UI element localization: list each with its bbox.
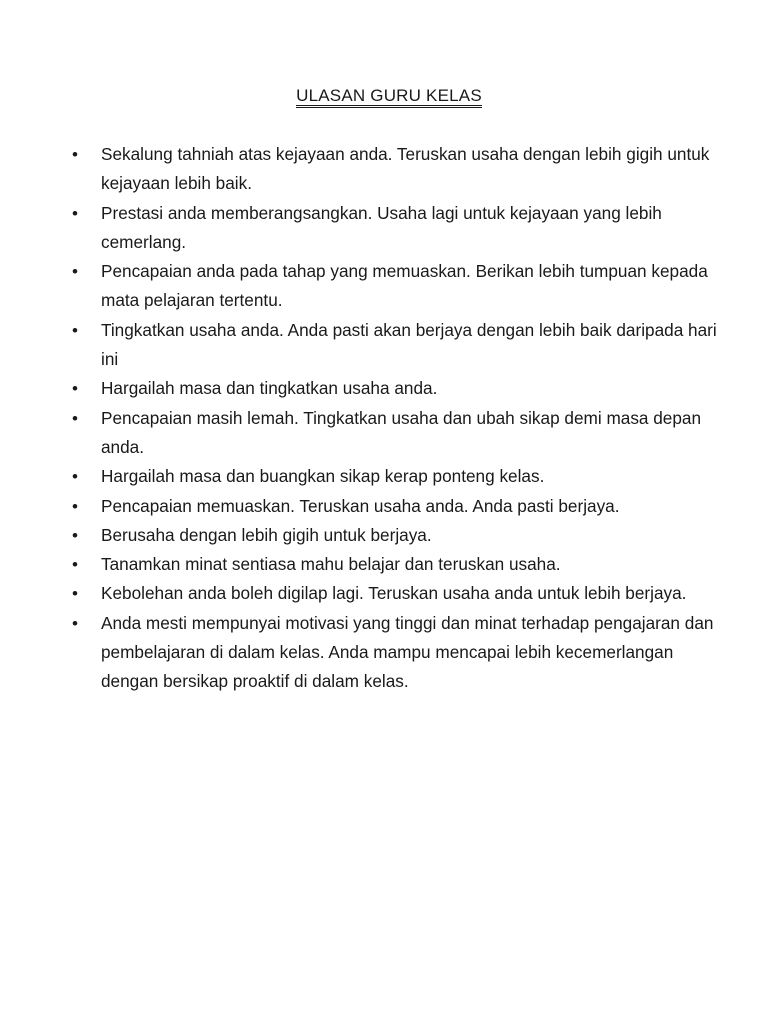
list-item-text: Hargailah masa dan buangkan sikap kerap ponteng kelas. bbox=[101, 466, 545, 487]
list-item bbox=[0, 609, 768, 697]
bullet-icon: • bbox=[72, 262, 78, 282]
list-item-text: Berusaha dengan lebih gigih untuk berjaya. bbox=[101, 524, 432, 545]
list-item-text: Anda mesti mempunyai motivasi yang tinggi dan minat terhadap pengajaran dan pembelajaran di dalam kelas. Anda mampu mencapai lebih kecemerlangan dengan bersikap proaktif di dalam kelas. bbox=[101, 612, 714, 692]
list-item-text: Sekalung tahniah atas kejayaan anda. Teruskan usaha dengan lebih gigih untuk kejayaan lebih baik. bbox=[101, 144, 710, 194]
list-item bbox=[0, 140, 768, 199]
bullet-icon: • bbox=[72, 555, 78, 575]
bullet-icon: • bbox=[72, 525, 78, 545]
bullet-icon: • bbox=[72, 584, 78, 604]
list-item bbox=[0, 579, 768, 608]
list-item-text: Pencapaian memuaskan. Teruskan usaha anda. Anda pasti berjaya. bbox=[101, 495, 620, 516]
list-item-text: Pencapaian anda pada tahap yang memuaskan. Berikan lebih tumpuan kepada mata pelajaran tertentu. bbox=[101, 261, 708, 311]
page-title-text: ULASAN GURU KELAS bbox=[296, 87, 482, 108]
bullet-icon: • bbox=[72, 408, 78, 428]
list-item bbox=[0, 316, 768, 375]
list-item-text: Pencapaian masih lemah. Tingkatkan usaha dan ubah sikap demi masa depan anda. bbox=[101, 407, 702, 457]
list-item-text: Tingkatkan usaha anda. Anda pasti akan berjaya dengan lebih baik daripada hari ini bbox=[101, 319, 717, 370]
bullet-icon: • bbox=[72, 613, 78, 633]
list-item bbox=[0, 404, 768, 463]
list-item-text: Hargailah masa dan tingkatkan usaha anda. bbox=[101, 378, 438, 399]
bullet-icon: • bbox=[72, 379, 78, 399]
list-item bbox=[0, 374, 768, 403]
list-item bbox=[0, 462, 768, 491]
list-item-text: Tanamkan minat sentiasa mahu belajar dan teruskan usaha. bbox=[101, 554, 561, 575]
page-title bbox=[0, 86, 768, 108]
bullet-icon: • bbox=[72, 320, 78, 340]
list-item-text: Prestasi anda memberangsangkan. Usaha lagi untuk kejayaan yang lebih cemerlang. bbox=[101, 202, 662, 252]
list-item-text: Kebolehan anda boleh digilap lagi. Teruskan usaha anda untuk lebih berjaya. bbox=[101, 583, 687, 604]
bullet-icon: • bbox=[72, 145, 78, 164]
list-item bbox=[0, 550, 768, 579]
list-item bbox=[0, 199, 768, 258]
list-item bbox=[0, 492, 768, 521]
bullet-icon: • bbox=[72, 203, 78, 223]
bullet-icon: • bbox=[72, 467, 78, 487]
list-item bbox=[0, 257, 768, 316]
list-item bbox=[0, 521, 768, 550]
comment-list bbox=[0, 140, 768, 697]
bullet-icon: • bbox=[72, 496, 78, 516]
